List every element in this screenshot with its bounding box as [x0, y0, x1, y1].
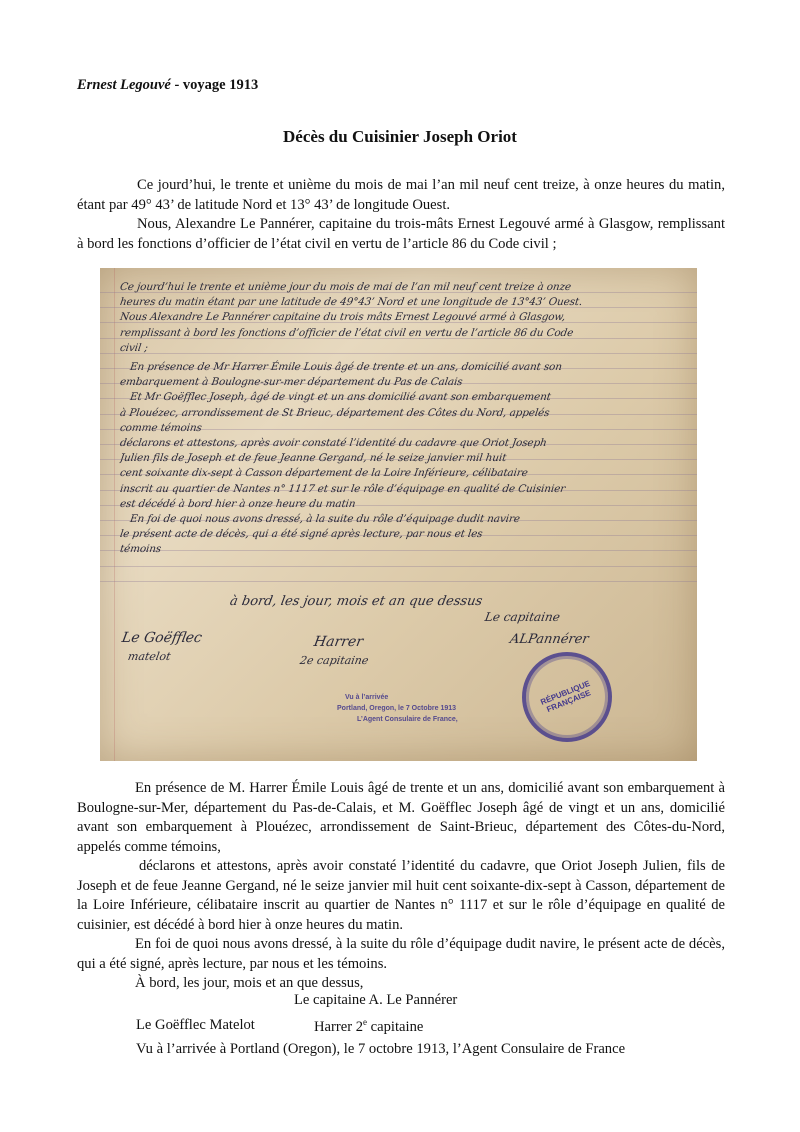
stamp-line: Vu à l’arrivée — [345, 694, 389, 701]
transcription-paragraph: déclarons et attestons, après avoir constaté l’identité du cadavre, que Oriot Joseph Julien, fils de Joseph et de feue Jeanne Gergand, né le seize janvier mil huit cent soixante-dix-sept à Casson, département de la Loire Inférieure, célibataire inscrit au quartier de Nantes n° 1117 et sur le rôle d’équipage en qualité de cuisinier, est décédé à bord hier à onze heures du matin. — [77, 858, 725, 933]
second-captain-name: Harrer 2 — [314, 1018, 364, 1035]
captain-signature: ALPannérer — [508, 632, 590, 647]
transcription-paragraph: En présence de M. Harrer Émile Louis âgé de trente et un ans, domicilié avant son embarquement à Boulogne-sur-Mer, département du Pas-de-Calais, et M. Goëfflec Joseph âgé de vingt et un ans, domicilié avant son embarquement à Plouézec, arrondissement de Saint-Brieuc, département des Côtes-du-Nord, appelés comme témoins, — [77, 780, 725, 855]
second-captain-signature-line — [314, 1017, 423, 1036]
manuscript-line: embarquement à Boulogne-sur-mer département du Pas de Calais — [119, 376, 464, 389]
manuscript-line: civil ; — [119, 341, 149, 354]
closing-line: à bord, les jour, mois et an que dessus — [228, 594, 484, 609]
manuscript-line: cent soixante dix-sept à Casson département de la Loire Inférieure, célibataire — [119, 467, 529, 480]
consular-visa-stamp — [337, 692, 512, 725]
intro-paragraph: Nous, Alexandre Le Pannérer, capitaine du trois-mâts Ernest Legouvé armé à Glasgow, remplissant à bord les fonctions d’officier de l’état civil en vertu de l’article 86 du Code civil ; — [77, 216, 725, 252]
stamp-line: L’Agent Consulaire de France, — [357, 716, 458, 723]
second-captain-sup: e — [363, 1017, 368, 1027]
manuscript-line: comme témoins — [119, 421, 203, 434]
ship-name: Ernest Legouvé — [77, 77, 171, 93]
manuscript-line: à Plouézec, arrondissement de St Brieuc, département des Côtes du Nord, appelés — [119, 406, 551, 419]
ruled-line — [100, 566, 697, 567]
manuscript-line: témoins — [119, 543, 162, 556]
manuscript-line: remplissant à bord les fonctions d’officier de l’état civil en vertu de l’article 86 du Code — [119, 326, 575, 339]
second-captain-role: capitaine — [367, 1018, 424, 1035]
manuscript-line: Julien fils de Joseph et de feue Jeanne Gergand, né le seize janvier mil huit — [119, 452, 508, 465]
transcription-paragraph: En foi de quoi nous avons dressé, à la suite du rôle d’équipage dudit navire, le présent acte de décès, qui a été signé, après lecture, par nous et les témoins. — [77, 936, 725, 972]
manuscript-line: déclarons et attestons, après avoir constaté l’identité du cadavre que Oriot Joseph — [119, 437, 548, 449]
second-signature: Harrer — [312, 634, 365, 650]
ruled-line — [100, 581, 697, 582]
matelot-role: matelot — [126, 650, 172, 663]
manuscript-line: En présence de Mr Harrer Émile Louis âgé de trente et un ans, domicilié avant son — [129, 361, 563, 373]
manuscript-line: En foi de quoi nous avons dressé, à la suite du rôle d’équipage dudit navire — [129, 513, 521, 525]
intro-text — [77, 176, 725, 254]
captain-label: Le capitaine — [483, 610, 562, 624]
consul-line: Vu à l’arrivée à Portland (Oregon), le 7 octobre 1913, l’Agent Consulaire de France — [136, 1041, 626, 1057]
stamp-line: Portland, Oregon, le 7 Octobre 1913 — [337, 705, 457, 712]
intro-paragraph: Ce jourd’hui, le trente et unième du mois de mai l’an mil neuf cent treize, à onze heures du matin, étant par 49° 43’ de latitude Nord et 13° 43’ de longitude Ouest. — [77, 177, 725, 213]
document-title: Décès du Cuisinier Joseph Oriot — [283, 127, 517, 146]
second-role: 2e capitaine — [298, 654, 370, 667]
manuscript-line: est décédé à bord hier à onze heure du matin — [119, 497, 357, 510]
manuscript-line: heures du matin étant par une latitude de 49°43’ Nord et une longitude de 13°43’ Ouest. — [119, 296, 584, 309]
captain-signature-line: Le capitaine A. Le Pannérer — [294, 992, 458, 1008]
manuscript-line: Ce jourd’hui le trente et unième jour du mois de mai de l’an mil neuf cent treize à onze — [119, 281, 572, 293]
manuscript-line: inscrit au quartier de Nantes n° 1117 et sur le rôle d’équipage en qualité de Cuisinier — [119, 482, 566, 495]
matelot-signature-line: Le Goëfflec Matelot — [136, 1017, 255, 1033]
transcription-body — [77, 779, 725, 994]
manuscript-line: le présent acte de décès, qui a été signé après lecture, par nous et les — [119, 528, 484, 541]
margin-line — [114, 268, 115, 761]
consular-seal-stamp: RÉPUBLIQUE FRANÇAISE — [508, 638, 625, 755]
manuscript-line: Et Mr Goëfflec Joseph, âgé de vingt et un ans domicilié avant son embarquement — [129, 391, 552, 404]
manuscript-line: Nous Alexandre Le Pannérer capitaine du trois mâts Ernest Legouvé armé à Glasgow, — [119, 311, 567, 324]
document-header — [77, 77, 258, 94]
voyage-label: - voyage 1913 — [170, 77, 259, 93]
matelot-signature: Le Goëfflec — [120, 630, 204, 646]
transcription-paragraph: À bord, les jour, mois et an que dessus, — [135, 975, 364, 991]
